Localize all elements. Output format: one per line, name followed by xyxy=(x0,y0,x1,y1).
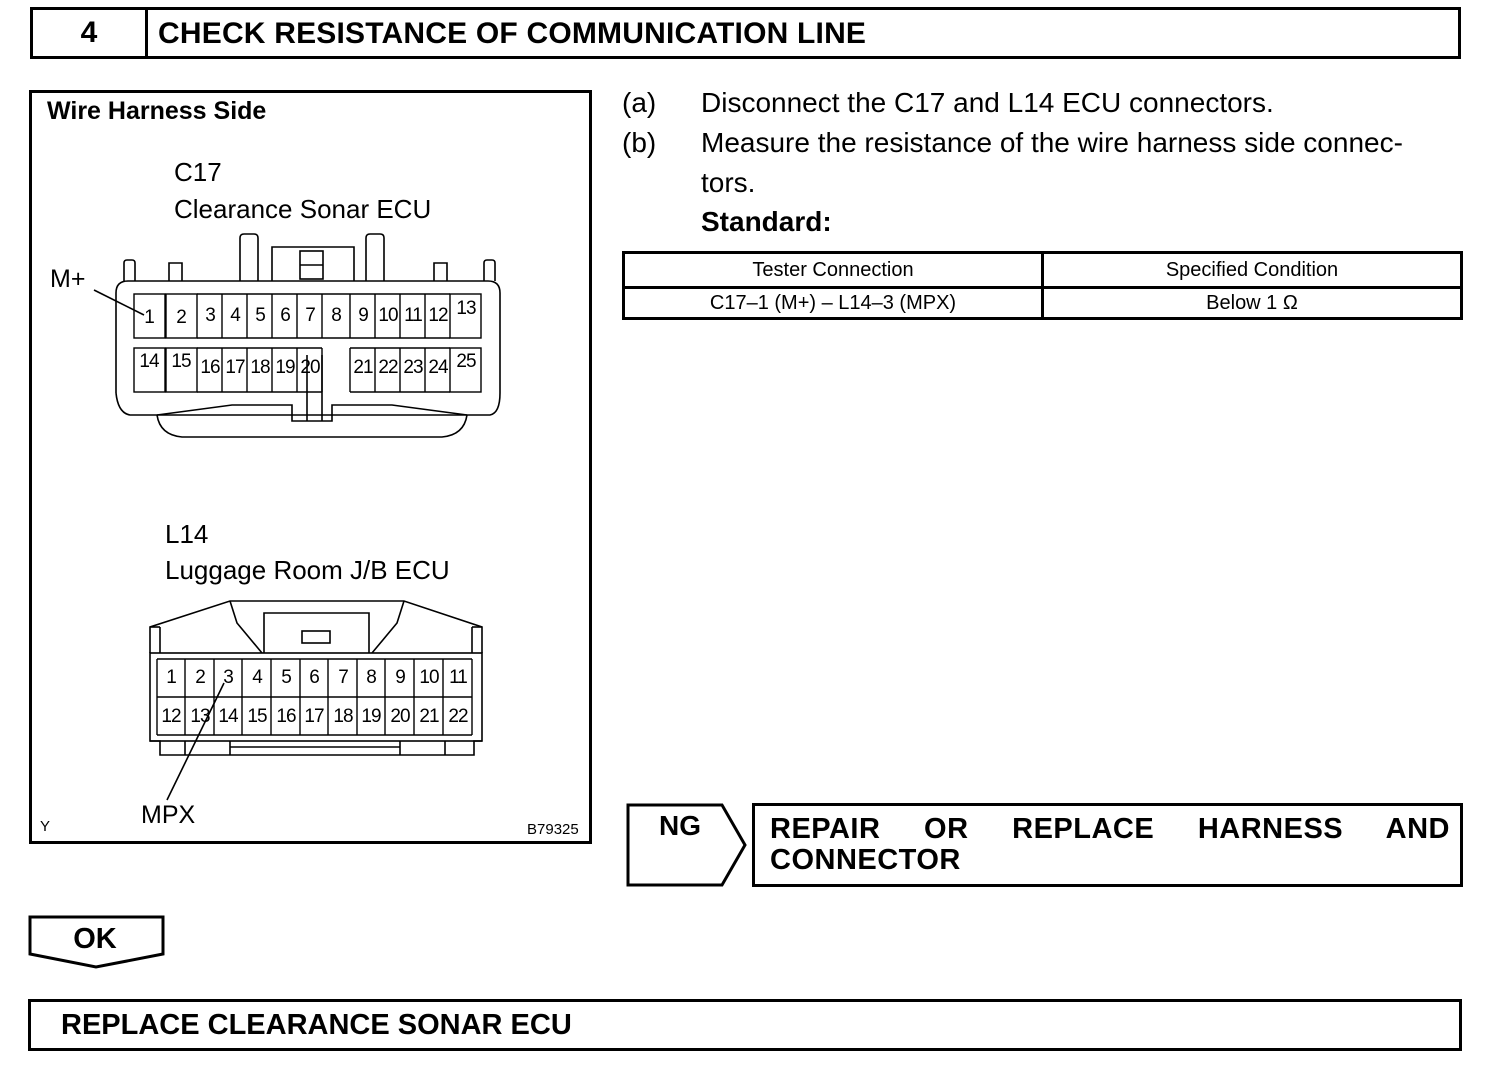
l14-pin-number: 3 xyxy=(223,667,233,688)
c17-pin-number: 23 xyxy=(403,357,423,378)
l14-pin-number: 13 xyxy=(190,706,210,727)
ok-label-text: OK xyxy=(73,923,117,955)
l14-pin-number: 18 xyxy=(333,706,353,727)
step-b-marker: (b) xyxy=(622,127,657,158)
step-b-text-line1: Measure the resistance of the wire harness side connec- xyxy=(701,127,1403,158)
c17-pin-number: 8 xyxy=(331,305,341,326)
c17-pin-number: 19 xyxy=(275,357,295,378)
step-title: CHECK RESISTANCE OF COMMUNICATION LINE xyxy=(158,17,867,50)
standard-label: Standard: xyxy=(701,206,832,237)
step-a-marker: (a) xyxy=(622,87,657,118)
l14-pin-callout: MPX xyxy=(141,801,196,829)
l14-pin-number: 1 xyxy=(166,667,176,688)
l14-pin-number: 22 xyxy=(448,706,468,727)
l14-pin-number: 19 xyxy=(361,706,381,727)
spec-table-header-row xyxy=(624,253,1462,288)
spec-cell-connection: C17–1 (M+) – L14–3 (MPX) xyxy=(624,288,1043,319)
figure-heading: Wire Harness Side xyxy=(47,97,267,125)
connector-diagrams xyxy=(32,93,589,841)
l14-pin-number: 17 xyxy=(304,706,324,727)
step-b-text-line2: tors. xyxy=(701,167,756,198)
c17-connector-drawing xyxy=(116,234,500,437)
c17-pin-number: 9 xyxy=(358,305,368,326)
spec-table xyxy=(622,251,1463,320)
c17-pin-number: 20 xyxy=(300,357,320,378)
l14-pin-number: 5 xyxy=(281,667,291,688)
c17-pin-number: 12 xyxy=(428,305,448,326)
l14-pin-number: 7 xyxy=(338,667,348,688)
l14-pin-number: 16 xyxy=(276,706,296,727)
l14-name: Luggage Room J/B ECU xyxy=(165,555,450,585)
l14-pin-number: 9 xyxy=(395,667,405,688)
ng-result-text: REPAIR OR REPLACE HARNESS AND CONNECTOR xyxy=(770,813,1450,876)
c17-pin-number: 2 xyxy=(176,307,186,328)
c17-name: Clearance Sonar ECU xyxy=(174,194,432,224)
l14-pin-number: 4 xyxy=(252,667,262,688)
l14-pin-number: 12 xyxy=(161,706,181,727)
step-header xyxy=(30,7,1461,59)
c17-code: C17 xyxy=(174,157,222,187)
l14-pin-number: 6 xyxy=(309,667,319,688)
l14-pin-number: 15 xyxy=(247,706,267,727)
c17-pin-callout: M+ xyxy=(50,265,86,293)
l14-pin-number: 2 xyxy=(195,667,205,688)
l14-pin-number: 8 xyxy=(366,667,376,688)
c17-pin-number: 6 xyxy=(280,305,290,326)
c17-pin-number: 22 xyxy=(378,357,398,378)
step-number: 4 xyxy=(33,10,148,56)
c17-pin-number: 3 xyxy=(205,305,215,326)
l14-pin-number: 11 xyxy=(449,667,467,688)
step-a-text: Disconnect the C17 and L14 ECU connectors. xyxy=(701,87,1274,118)
c17-pin-number: 16 xyxy=(200,357,220,378)
c17-pin-number: 11 xyxy=(404,305,422,326)
c17-pin-number: 13 xyxy=(456,298,476,319)
ng-result-box xyxy=(752,803,1463,887)
c17-pin-number: 7 xyxy=(305,305,315,326)
figure-id: B79325 xyxy=(527,821,579,838)
final-action-box xyxy=(28,999,1462,1051)
c17-pin-number: 24 xyxy=(428,357,448,378)
spec-header-condition: Specified Condition xyxy=(1043,253,1462,288)
c17-pin-number: 15 xyxy=(171,351,191,372)
table-row xyxy=(624,288,1462,319)
l14-pin-number: 10 xyxy=(419,667,439,688)
spec-header-tester: Tester Connection xyxy=(624,253,1043,288)
l14-pin-number: 21 xyxy=(419,706,439,727)
l14-code: L14 xyxy=(165,519,209,549)
c17-pin-number: 17 xyxy=(225,357,245,378)
corner-mark: Y xyxy=(40,818,51,835)
l14-pin-number: 14 xyxy=(218,706,238,727)
c17-pin-number: 18 xyxy=(250,357,270,378)
final-action-text: REPLACE CLEARANCE SONAR ECU xyxy=(61,1009,572,1041)
c17-pin-number: 1 xyxy=(144,307,154,328)
l14-pin-number: 20 xyxy=(390,706,410,727)
c17-pin-number: 25 xyxy=(456,351,476,372)
c17-pin-number: 5 xyxy=(255,305,265,326)
c17-pin-number: 4 xyxy=(230,305,240,326)
c17-pin-number: 21 xyxy=(353,357,373,378)
ng-label-text: NG xyxy=(659,810,701,841)
c17-pin-number: 10 xyxy=(378,305,398,326)
c17-pin-number: 14 xyxy=(139,351,159,372)
wiring-figure xyxy=(29,90,592,844)
spec-cell-condition: Below 1 Ω xyxy=(1043,288,1462,319)
